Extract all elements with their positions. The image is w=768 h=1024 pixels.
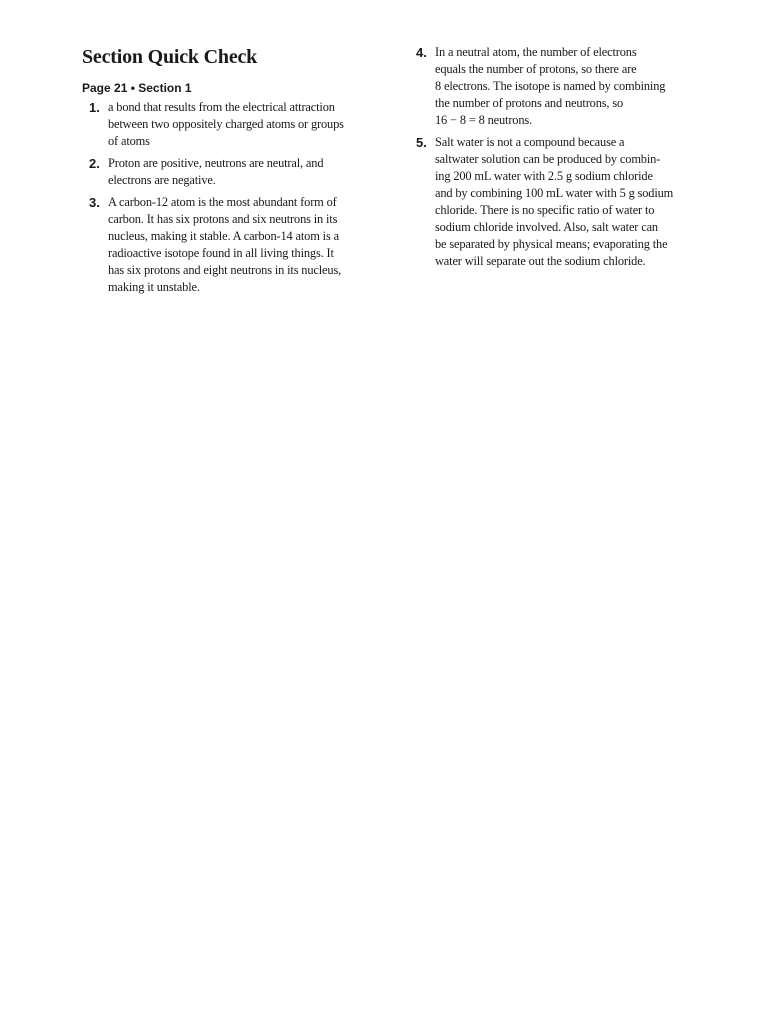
- answer-item-1: [89, 99, 392, 150]
- answer-text: A carbon-12 atom is the most abundant form of carbon. It has six protons and six neutrons in its nucleus, making it stable. A carbon-14 atom is a radioactive isotope found in all living things. It has six protons and eight neutrons in its nucleus, making it unstable.: [108, 195, 342, 294]
- page-title: Section Quick Check: [82, 46, 258, 68]
- answer-number: 2.: [89, 156, 100, 171]
- answer-text: In a neutral atom, the number of electrons equals the number of protons, so there are 8 electrons. The isotope is named by combining the number of protons and neutrons, so 16 − 8 = 8 neutrons.: [435, 45, 666, 127]
- answer-item-2: [89, 155, 392, 189]
- answer-text: a bond that results from the electrical attraction between two oppositely charged atoms or groups of atoms: [108, 100, 344, 148]
- answer-item-3: [89, 194, 392, 296]
- left-column: [82, 44, 392, 301]
- answer-number: 1.: [89, 100, 100, 115]
- section-subheading: Page 21 • Section 1: [82, 81, 192, 95]
- answer-list-left: [82, 99, 392, 296]
- answer-text: Proton are positive, neutrons are neutral, and electrons are negative.: [108, 156, 324, 187]
- answer-item-4: [416, 44, 726, 129]
- answer-text: Salt water is not a compound because a saltwater solution can be produced by combin- ing 200 mL water with 2.5 g sodium chloride and by combining 100 mL water with 5 g sodium chloride. There is no specific ratio of water to sodium chloride involved. Also, salt water can be separated by physical means; evaporating the water will separate out the sodium chloride.: [435, 135, 674, 268]
- answer-number: 3.: [89, 195, 100, 210]
- answer-number: 5.: [416, 135, 427, 150]
- answer-item-5: [416, 134, 726, 270]
- answer-number: 4.: [416, 45, 427, 60]
- answer-list-right: [416, 44, 726, 270]
- right-column: [416, 44, 726, 275]
